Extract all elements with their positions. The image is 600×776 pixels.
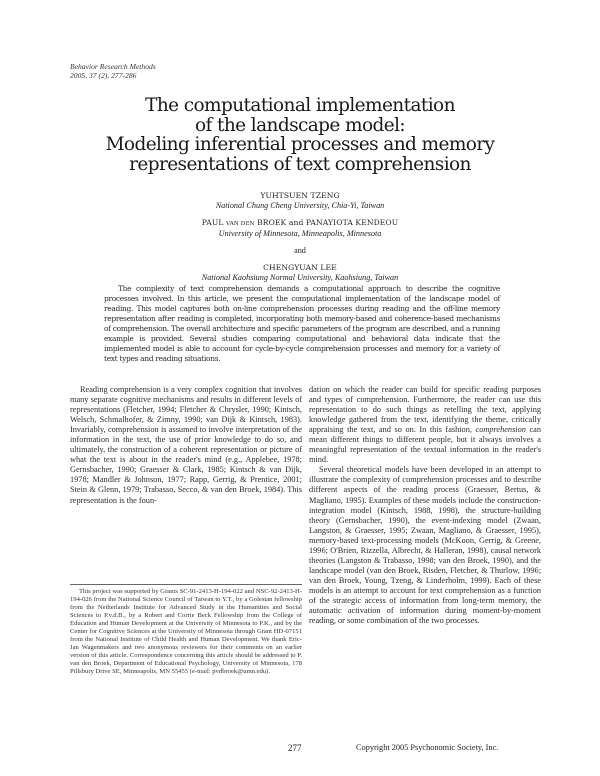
footnote: This project was supported by Grants SC-91-2413-H-194-022 and NSC-92-2413-H-194-026 from the National Science Council of Taiwan to Y.T., by a Golestan fellowship from the Netherlands Institute for Advanced Study in the Humanities and Social Sciences to P.v.d.B., by a Robert and Corrie Beck Fellowship from the College of Education and Human Development at the University of Minnesota to P.K., and by the Center for Cognitive Sciences at the University of Minnesota through Grant HD-07151 from the National Institute of Child Health and Human Development. We thank Eric-Jan Wagenmakers and two anonymous reviewers for their comments on an earlier version of this article. Correspondence concerning this article should be addressed to P. van den Broek, Department of Educational Psychology, University of Minnesota, 178 Pillsbury Drive SE, Minneapolis, MN 55455 (e-mail: pvdbroek@umn.edu). bbox=[70, 588, 302, 676]
author-name-part: PAUL bbox=[201, 218, 227, 227]
author-name-smallcaps: VAN DEN bbox=[226, 221, 255, 227]
author-affiliation: National Chung Cheng University, Chia-Yi, Taiwan bbox=[215, 201, 385, 210]
body-column-left bbox=[70, 385, 302, 506]
title-line: Modeling inferential processes and memory bbox=[105, 134, 495, 156]
journal-name: Behavior Research Methods bbox=[70, 62, 156, 71]
and-separator: and bbox=[294, 246, 306, 255]
body-paragraph bbox=[309, 385, 541, 465]
author-name-part: BROEK and PANAYIOTA KENDEOU bbox=[254, 218, 399, 227]
body-text: can mean different things to different people, but it always involves a meaningful representation of the textual information in the reader's mind. bbox=[309, 425, 541, 465]
author-affiliation: National Kaohsiung Normal University, Kaohsiung, Taiwan bbox=[201, 273, 399, 282]
author-name: YUHTSUEN TZENG bbox=[260, 191, 340, 200]
page-number: 277 bbox=[288, 743, 302, 753]
author-name: CHENGYUAN LEE bbox=[263, 263, 337, 272]
author-block bbox=[60, 191, 540, 211]
journal-citation: 2005, 37 (2), 277-286 bbox=[70, 71, 137, 81]
author-affiliation: University of Minnesota, Minneapolis, Minnesota bbox=[218, 229, 382, 238]
author-list bbox=[60, 191, 540, 290]
footnote-divider bbox=[70, 584, 302, 585]
abstract: The complexity of text comprehension demands a computational approach to describe the cognitive processes involved. In this article, we present the computational implementation of the landscape model of reading. This model captures both on-line comprehension processes during reading and the off-line memory representation after reading is completed, incorporating both memory-based and coherence-based mechanisms of comprehension. The overall architecture and specific parameters of the program are described, and a running example is provided. Several studies comparing computational and behavioral data indicate that the implemented model is able to account for cycle-by-cycle comprehension processes and memory for a variety of text types and reading situations. bbox=[104, 284, 500, 364]
author-block bbox=[60, 263, 540, 283]
journal-header bbox=[70, 62, 156, 80]
body-column-right bbox=[309, 385, 541, 626]
body-paragraph: Reading comprehension is a very complex cognition that involves many separate cognitive mechanisms and results in different levels of representations (Fletcher, 1994; Fletcher & Chrysler, 1990; Kintsch, Welsch, Schmalhofer, & Zimny, 1990; van Dijk & Kintsch, 1983). Invariably, comprehension is assumed to involve interpretation of the information in the text, the use of prior knowledge to do so, and ultimately, the construction of a coherent representation or picture of what the text is about in the reader's mind (e.g., Applebee, 1978; Gernsbacher, 1990; Graesser & Clark, 1985; Kintsch & van Dijk, 1978; Mandler & Johnson, 1977; Rapp, Gerrig, & Prentice, 2001; Stein & Glenn, 1979; Trabasso, Secco, & van den Broek, 1984). This representation is the foun- bbox=[70, 385, 302, 505]
title-line: The computational implementation bbox=[145, 95, 455, 116]
body-paragraph: Several theoretical models have been developed in an attempt to illustrate the complexity of comprehension processes and to describe different aspects of the reading process (Graesser, Bertus, & Magliano, 1995). Examples of these models include the construction-integration model (Kintsch, 1988, 1998), the structure-building theory (Gernsbacher, 1990), the event-indexing model (Zwaan, Langston, & Graesser, 1995; Zwaan, Magliano, & Graesser, 1995), memory-based text-processing models (McKoon, Gerrig, & Greene, 1996; O'Brien, Rizzella, Albrecht, & Halleran, 1998), causal network theories (Langston & Trabasso, 1998; van den Broek, 1990), and the landscape model (van den Broek, Risden, Fletcher, & Thurlow, 1996; van den Broek, Young, Tzeng, & Linderholm, 1999). Each of these models is an attempt to account for text comprehension as a function of the strategic access of information from long-term memory, the automatic activation of information during moment-by-moment reading, or some combination of the two processes. bbox=[309, 465, 541, 626]
body-text: dation on which the reader can build for specific reading purposes and types of comprehension. Furthermore, the reader can use this representation to do such things as retelling the text, applying knowledge gathered from the text, identifying the theme, critically appraising the text, and so on. In this fashion, bbox=[309, 385, 541, 435]
copyright-notice: Copyright 2005 Psychonomic Society, Inc. bbox=[356, 743, 499, 752]
title-line: of the landscape model: bbox=[194, 114, 406, 136]
author-block bbox=[60, 218, 540, 239]
article-title bbox=[60, 96, 540, 174]
title-line: representations of text comprehension bbox=[129, 153, 471, 175]
emphasized-term: comprehension bbox=[475, 425, 526, 435]
author-name bbox=[60, 218, 540, 229]
